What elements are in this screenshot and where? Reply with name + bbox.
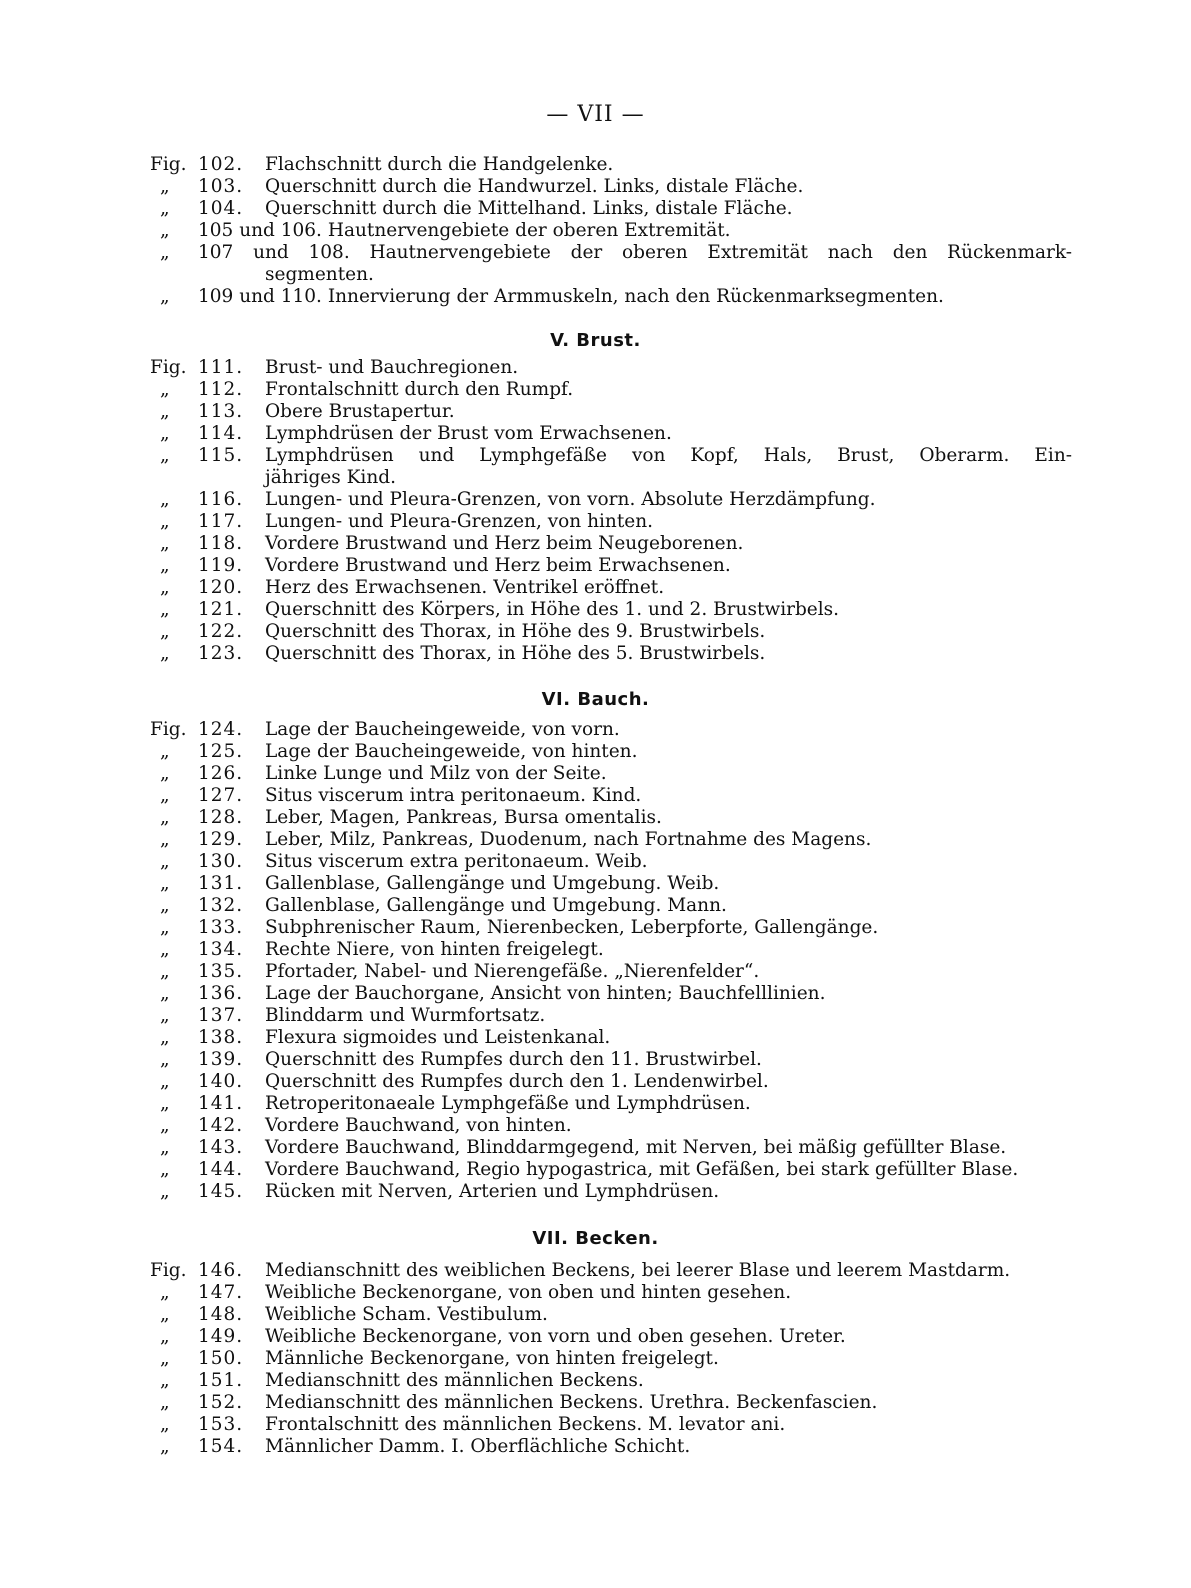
figure-entry	[150, 1348, 1072, 1370]
figure-description: Medianschnitt des männlichen Beckens.	[265, 1370, 644, 1391]
figure-entry	[150, 1260, 1072, 1282]
figure-description: Weibliche Beckenorgane, von vorn und oben gesehen. Ureter.	[265, 1326, 846, 1347]
figure-prefix: Fig.	[150, 154, 187, 175]
figure-description: Linke Lunge und Milz von der Seite.	[265, 763, 607, 784]
figure-entry	[150, 1436, 1072, 1458]
figure-number: 119.	[198, 555, 244, 576]
figure-prefix: „	[160, 1137, 170, 1158]
figure-entry	[150, 807, 1072, 829]
figure-prefix: „	[160, 379, 170, 400]
figure-number: 104.	[198, 198, 244, 219]
figure-number: 123.	[198, 643, 244, 664]
figure-entry	[150, 379, 1072, 401]
figure-entry-continuation	[150, 467, 1072, 489]
figure-number: 129.	[198, 829, 244, 850]
figure-entry	[150, 357, 1072, 379]
figure-entry	[150, 1414, 1072, 1436]
figure-description: Leber, Milz, Pankreas, Duodenum, nach Fortnahme des Magens.	[265, 829, 872, 850]
figure-prefix: „	[160, 1049, 170, 1070]
figure-prefix: „	[160, 511, 170, 532]
figure-description: Situs viscerum intra peritonaeum. Kind.	[265, 785, 642, 806]
figure-prefix: „	[160, 533, 170, 554]
figure-prefix: „	[160, 555, 170, 576]
figure-number: 118.	[198, 533, 244, 554]
figure-entry	[150, 176, 1072, 198]
figure-prefix: „	[160, 577, 170, 598]
figure-number: 146.	[198, 1260, 244, 1281]
figure-description: Gallenblase, Gallengänge und Umgebung. Mann.	[265, 895, 727, 916]
figure-entry	[150, 599, 1072, 621]
figure-prefix: „	[160, 895, 170, 916]
section-heading: V. Brust.	[550, 330, 641, 351]
figure-number: 117.	[198, 511, 244, 532]
figure-description: Leber, Magen, Pankreas, Bursa omentalis.	[265, 807, 662, 828]
figure-entry	[150, 785, 1072, 807]
figure-entry	[150, 873, 1072, 895]
figure-number: 115.	[198, 445, 244, 466]
figure-entry	[150, 1370, 1072, 1392]
figure-number: 147.	[198, 1282, 244, 1303]
figure-description: Querschnitt des Körpers, in Höhe des 1. und 2. Brustwirbels.	[265, 599, 840, 620]
figure-number: 113.	[198, 401, 244, 422]
section-heading: VI. Bauch.	[541, 689, 650, 710]
figure-prefix: „	[160, 763, 170, 784]
figure-description: 107 und 108. Hautnervengebiete der oberen Extremität nach den Rückenmark-	[198, 242, 1072, 263]
figure-description: Flachschnitt durch die Handgelenke.	[265, 154, 614, 175]
figure-prefix: „	[160, 1370, 170, 1391]
figure-description: Rechte Niere, von hinten freigelegt.	[265, 939, 604, 960]
figure-description: Rücken mit Nerven, Arterien und Lymphdrüsen.	[265, 1181, 720, 1202]
figure-prefix: „	[160, 489, 170, 510]
figure-entry	[150, 829, 1072, 851]
figure-description: Weibliche Beckenorgane, von oben und hinten gesehen.	[265, 1282, 792, 1303]
figure-entry	[150, 220, 1072, 242]
figure-prefix: „	[160, 1392, 170, 1413]
figure-number: 116.	[198, 489, 244, 510]
figure-number: 132.	[198, 895, 244, 916]
figure-entry	[150, 1049, 1072, 1071]
figure-description: Gallenblase, Gallengänge und Umgebung. Weib.	[265, 873, 720, 894]
figure-prefix: „	[160, 741, 170, 762]
figure-prefix: „	[160, 873, 170, 894]
figure-prefix: „	[160, 983, 170, 1004]
figure-prefix: „	[160, 829, 170, 850]
figure-number: 134.	[198, 939, 244, 960]
figure-prefix: „	[160, 286, 170, 307]
figure-prefix: „	[160, 220, 170, 241]
figure-entry	[150, 983, 1072, 1005]
figure-description: Medianschnitt des männlichen Beckens. Urethra. Beckenfascien.	[265, 1392, 878, 1413]
figure-number: 138.	[198, 1027, 244, 1048]
figure-prefix: „	[160, 176, 170, 197]
figure-prefix: „	[160, 1414, 170, 1435]
figure-number: 141.	[198, 1093, 244, 1114]
figure-entry	[150, 1071, 1072, 1093]
figure-number: 148.	[198, 1304, 244, 1325]
figure-group	[150, 719, 1072, 1203]
figure-description: Vordere Brustwand und Herz beim Erwachsenen.	[265, 555, 731, 576]
figure-number: 137.	[198, 1005, 244, 1026]
figure-description: Brust- und Bauchregionen.	[265, 357, 519, 378]
figure-prefix: „	[160, 1093, 170, 1114]
figure-prefix: „	[160, 643, 170, 664]
figure-number: 126.	[198, 763, 244, 784]
figure-description: Querschnitt durch die Handwurzel. Links, distale Fläche.	[265, 176, 804, 197]
figure-prefix: „	[160, 1027, 170, 1048]
page-number: — VII —	[546, 102, 645, 127]
figure-number: 128.	[198, 807, 244, 828]
figure-number: 145.	[198, 1181, 244, 1202]
figure-prefix: „	[160, 961, 170, 982]
figure-prefix: „	[160, 599, 170, 620]
figure-entry	[150, 1005, 1072, 1027]
figure-prefix: „	[160, 1436, 170, 1457]
figure-number: 136.	[198, 983, 244, 1004]
figure-number: 114.	[198, 423, 244, 444]
figure-number: 150.	[198, 1348, 244, 1369]
figure-prefix: „	[160, 917, 170, 938]
figure-entry	[150, 445, 1072, 467]
figure-description: Querschnitt des Thorax, in Höhe des 9. Brustwirbels.	[265, 621, 766, 642]
figure-entry	[150, 1115, 1072, 1137]
figure-prefix: „	[160, 785, 170, 806]
figure-description: 105 und 106. Hautnervengebiete der oberen Extremität.	[198, 220, 731, 241]
figure-entry	[150, 1326, 1072, 1348]
figure-entry	[150, 533, 1072, 555]
figure-entry	[150, 1027, 1072, 1049]
figure-entry	[150, 555, 1072, 577]
figure-number: 127.	[198, 785, 244, 806]
figure-entry	[150, 577, 1072, 599]
figure-description: Pfortader, Nabel- und Nierengefäße. „Nierenfelder“.	[265, 961, 760, 982]
figure-entry	[150, 917, 1072, 939]
figure-number: 102.	[198, 154, 244, 175]
figure-prefix: „	[160, 1115, 170, 1136]
figure-description: Lage der Baucheingeweide, von vorn.	[265, 719, 620, 740]
figure-entry	[150, 511, 1072, 533]
figure-number: 135.	[198, 961, 244, 982]
figure-description: Weibliche Scham. Vestibulum.	[265, 1304, 548, 1325]
figure-description: Vordere Bauchwand, von hinten.	[265, 1115, 572, 1136]
figure-description: Lymphdrüsen der Brust vom Erwachsenen.	[265, 423, 672, 444]
figure-number: 120.	[198, 577, 244, 598]
figure-description: Lungen- und Pleura-Grenzen, von hinten.	[265, 511, 654, 532]
figure-description: Vordere Bauchwand, Regio hypogastrica, mit Gefäßen, bei stark gefüllter Blase.	[265, 1159, 1019, 1180]
figure-description: Querschnitt durch die Mittelhand. Links, distale Fläche.	[265, 198, 793, 219]
figure-number: 143.	[198, 1137, 244, 1158]
figure-group	[150, 154, 1072, 308]
figure-prefix: „	[160, 1326, 170, 1347]
figure-description: Lage der Baucheingeweide, von hinten.	[265, 741, 638, 762]
figure-entry	[150, 851, 1072, 873]
section-heading: VII. Becken.	[532, 1228, 659, 1249]
figure-entry	[150, 719, 1072, 741]
figure-description-continued: jähriges Kind.	[265, 467, 396, 488]
figure-description: Lage der Bauchorgane, Ansicht von hinten; Bauchfelllinien.	[265, 983, 826, 1004]
figure-description: Männlicher Damm. I. Oberflächliche Schicht.	[265, 1436, 691, 1457]
figure-prefix: „	[160, 401, 170, 422]
figure-entry	[150, 1282, 1072, 1304]
figure-entry	[150, 154, 1072, 176]
figure-entry	[150, 1159, 1072, 1181]
figure-number: 142.	[198, 1115, 244, 1136]
figure-number: 140.	[198, 1071, 244, 1092]
figure-prefix: „	[160, 1348, 170, 1369]
figure-entry	[150, 741, 1072, 763]
figure-prefix: „	[160, 423, 170, 444]
figure-number: 133.	[198, 917, 244, 938]
figure-number: 139.	[198, 1049, 244, 1070]
figure-prefix: „	[160, 851, 170, 872]
figure-entry	[150, 939, 1072, 961]
figure-description: Frontalschnitt des männlichen Beckens. M. levator ani.	[265, 1414, 786, 1435]
figure-description: Lymphdrüsen und Lymphgefäße von Kopf, Hals, Brust, Oberarm. Ein-	[265, 445, 1072, 466]
figure-prefix: „	[160, 1181, 170, 1202]
figure-prefix: „	[160, 1159, 170, 1180]
figure-entry	[150, 242, 1072, 264]
figure-entry	[150, 489, 1072, 511]
figure-description: Subphrenischer Raum, Nierenbecken, Leberpforte, Gallengänge.	[265, 917, 879, 938]
figure-description: Querschnitt des Rumpfes durch den 1. Lendenwirbel.	[265, 1071, 769, 1092]
figure-prefix: „	[160, 1005, 170, 1026]
figure-entry	[150, 1181, 1072, 1203]
figure-prefix: „	[160, 1071, 170, 1092]
figure-description: Querschnitt des Thorax, in Höhe des 5. Brustwirbels.	[265, 643, 766, 664]
figure-description: Retroperitonaeale Lymphgefäße und Lymphdrüsen.	[265, 1093, 751, 1114]
figure-entry	[150, 643, 1072, 665]
figure-number: 131.	[198, 873, 244, 894]
figure-number: 112.	[198, 379, 244, 400]
figure-entry	[150, 763, 1072, 785]
figure-group	[150, 357, 1072, 665]
figure-number: 111.	[198, 357, 244, 378]
figure-number: 122.	[198, 621, 244, 642]
figure-prefix: „	[160, 445, 170, 466]
figure-prefix: „	[160, 621, 170, 642]
figure-prefix: „	[160, 198, 170, 219]
figure-prefix: „	[160, 939, 170, 960]
figure-description: Querschnitt des Rumpfes durch den 11. Brustwirbel.	[265, 1049, 762, 1070]
figure-number: 130.	[198, 851, 244, 872]
figure-number: 125.	[198, 741, 244, 762]
figure-description: Herz des Erwachsenen. Ventrikel eröffnet.	[265, 577, 665, 598]
figure-entry	[150, 621, 1072, 643]
figure-entry	[150, 1093, 1072, 1115]
figure-entry	[150, 895, 1072, 917]
figure-number: 154.	[198, 1436, 244, 1457]
figure-number: 152.	[198, 1392, 244, 1413]
figure-number: 144.	[198, 1159, 244, 1180]
figure-entry	[150, 286, 1072, 308]
figure-number: 121.	[198, 599, 244, 620]
figure-prefix: Fig.	[150, 719, 187, 740]
figure-entry	[150, 423, 1072, 445]
figure-entry	[150, 961, 1072, 983]
figure-entry	[150, 198, 1072, 220]
figure-entry	[150, 1304, 1072, 1326]
figure-description: Flexura sigmoides und Leistenkanal.	[265, 1027, 611, 1048]
figure-number: 153.	[198, 1414, 244, 1435]
figure-description: Lungen- und Pleura-Grenzen, von vorn. Absolute Herzdämpfung.	[265, 489, 876, 510]
figure-description: Situs viscerum extra peritonaeum. Weib.	[265, 851, 648, 872]
figure-prefix: „	[160, 1282, 170, 1303]
figure-description: Vordere Brustwand und Herz beim Neugeborenen.	[265, 533, 744, 554]
figure-entry	[150, 401, 1072, 423]
figure-prefix: „	[160, 1304, 170, 1325]
figure-entry-continuation	[150, 264, 1072, 286]
figure-description: 109 und 110. Innervierung der Armmuskeln, nach den Rückenmarksegmenten.	[198, 286, 944, 307]
figure-entry	[150, 1137, 1072, 1159]
figure-description: Männliche Beckenorgane, von hinten freigelegt.	[265, 1348, 719, 1369]
figure-prefix: Fig.	[150, 1260, 187, 1281]
figure-number: 149.	[198, 1326, 244, 1347]
figure-prefix: Fig.	[150, 357, 187, 378]
figure-group	[150, 1260, 1072, 1458]
figure-number: 124.	[198, 719, 244, 740]
figure-description: Vordere Bauchwand, Blinddarmgegend, mit Nerven, bei mäßig gefüllter Blase.	[265, 1137, 1007, 1158]
figure-description: Blinddarm und Wurmfortsatz.	[265, 1005, 546, 1026]
figure-description: Medianschnitt des weiblichen Beckens, bei leerer Blase und leerem Mastdarm.	[265, 1260, 1011, 1281]
figure-description-continued: segmenten.	[265, 264, 374, 285]
figure-prefix: „	[160, 242, 170, 263]
figure-description: Frontalschnitt durch den Rumpf.	[265, 379, 574, 400]
figure-prefix: „	[160, 807, 170, 828]
figure-entry	[150, 1392, 1072, 1414]
figure-number: 151.	[198, 1370, 244, 1391]
figure-number: 103.	[198, 176, 244, 197]
figure-description: Obere Brustapertur.	[265, 401, 455, 422]
